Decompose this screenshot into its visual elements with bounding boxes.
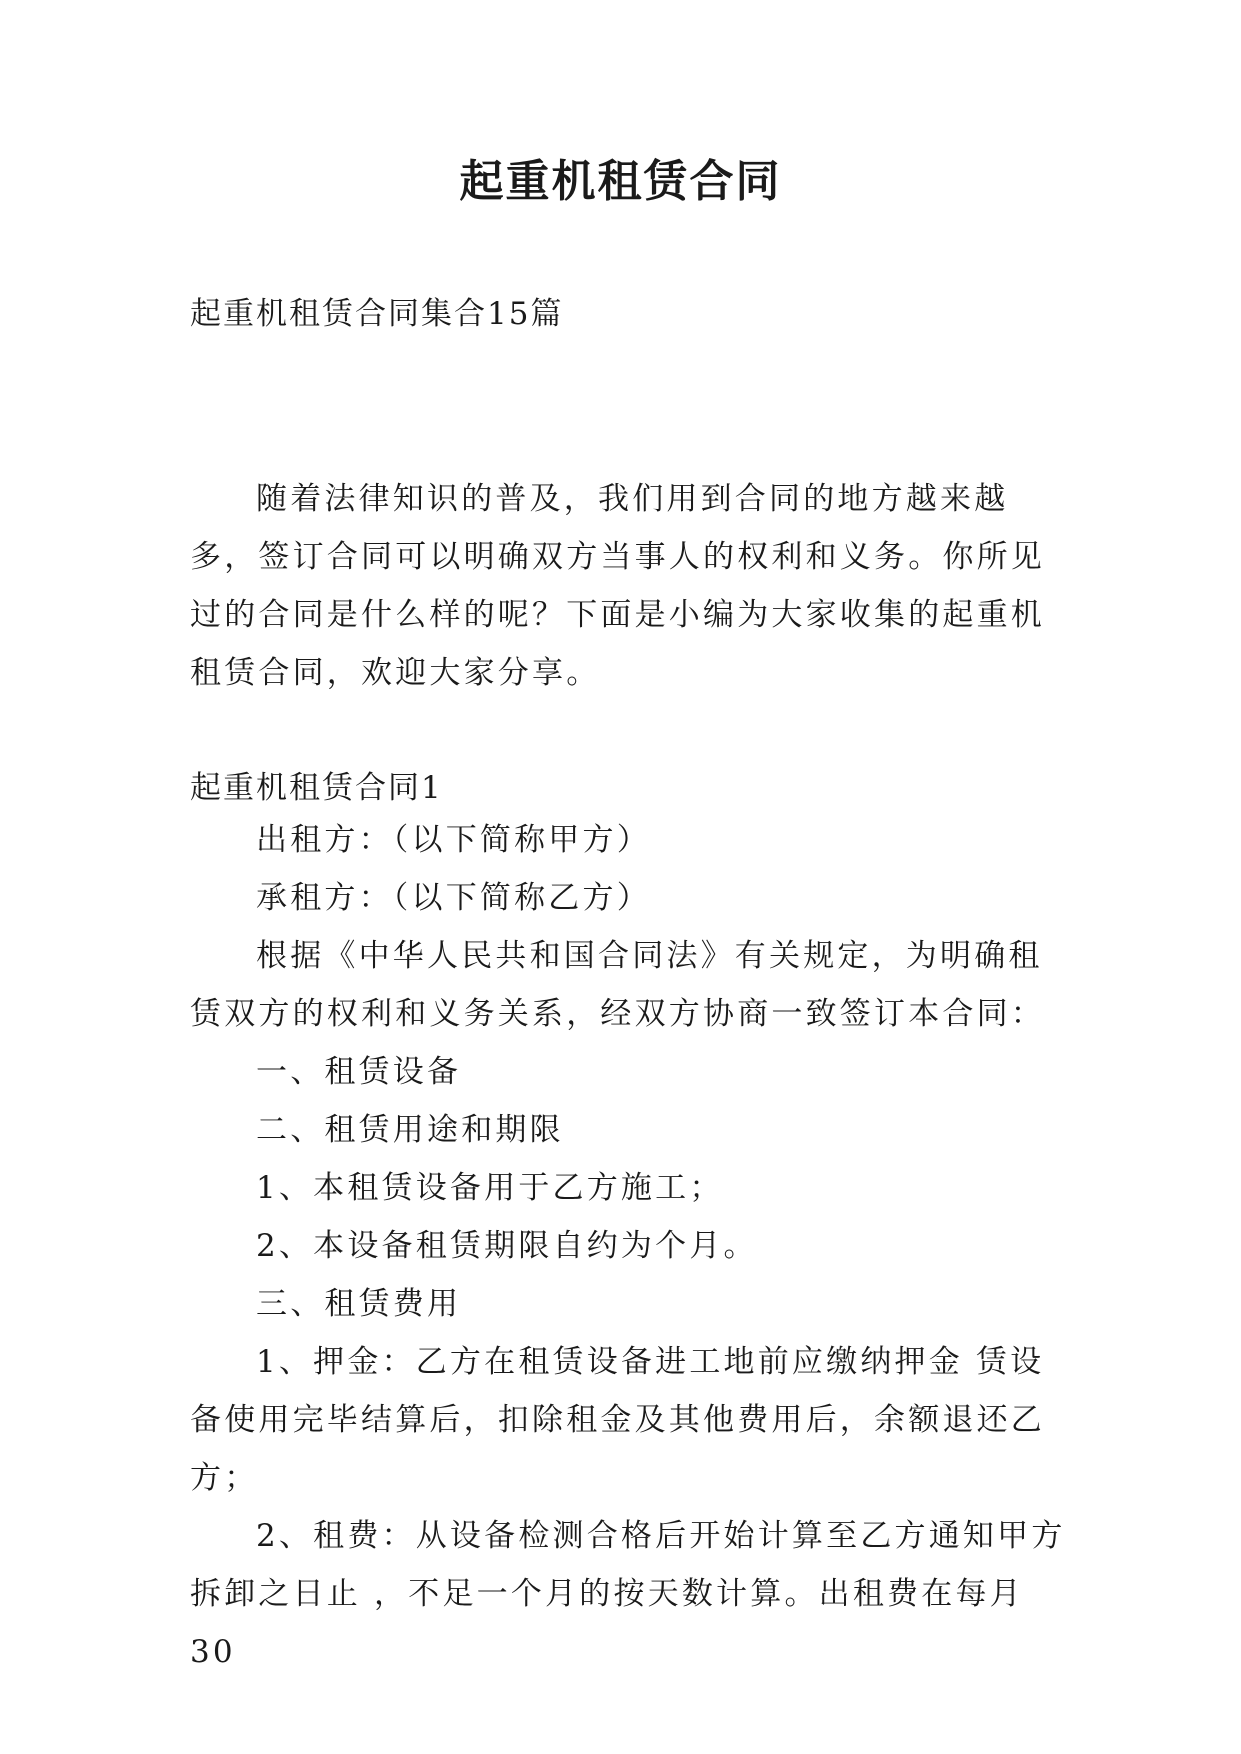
clause-heading-purpose-term: 二、租赁用途和期限 xyxy=(256,1112,564,1148)
clause-item-rent: 2、租费：从设备检测合格后开始计算至乙方通知甲方拆卸之日止 ，不足一个月的按天数计算。出租费在每月 30 xyxy=(190,1518,1066,1670)
section-heading: 起重机租赁合同1 xyxy=(190,770,443,806)
clause-heading-equipment: 一、租赁设备 xyxy=(256,1054,462,1090)
contract-content xyxy=(190,811,1070,1681)
paragraph-basis: 根据《中华人民共和国合同法》有关规定，为明确租赁双方的权利和义务关系，经双方协商一致签订本合同： xyxy=(190,938,1045,1032)
clause-item-deposit: 1、押金：乙方在租赁设备进工地前应缴纳押金 赁设备使用完毕结算后，扣除租金及其他费用后，余额退还乙方； xyxy=(190,1344,1045,1496)
clause-heading-fees: 三、租赁费用 xyxy=(256,1286,462,1322)
clause-item-purpose: 1、本租赁设备用于乙方施工； xyxy=(256,1170,724,1206)
paragraph-lessee: 承租方：（以下简称乙方） xyxy=(256,880,651,916)
intro-paragraph: 随着法律知识的普及，我们用到合同的地方越来越多，签订合同可以明确双方当事人的权利和义务。你所见过的合同是什么样的呢？下面是小编为大家收集的起重机租赁合同，欢迎大家分享。 xyxy=(190,481,1045,691)
paragraph-lessor: 出租方：（以下简称甲方） xyxy=(256,822,651,858)
document-title: 起重机租赁合同 xyxy=(459,156,782,207)
document-subtitle: 起重机租赁合同集合15篇 xyxy=(190,296,564,332)
clause-item-term: 2、本设备租赁期限自约为个月。 xyxy=(256,1228,758,1264)
